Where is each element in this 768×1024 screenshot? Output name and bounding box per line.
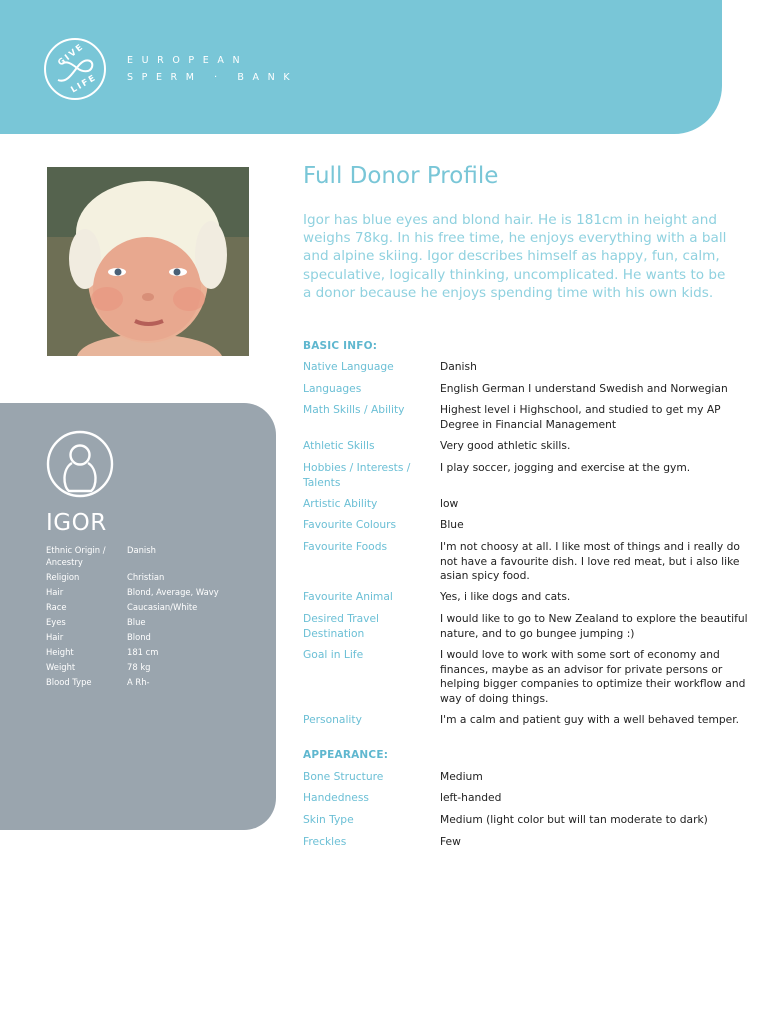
- fact-label: Religion: [46, 571, 80, 582]
- fact-row: [46, 617, 262, 629]
- fact-label: Hair: [46, 586, 64, 597]
- fact-row: [46, 545, 262, 568]
- info-row: [303, 382, 757, 397]
- info-row: [303, 439, 757, 454]
- page-title: Full Donor Profile: [303, 163, 499, 189]
- fact-value: A Rh-: [127, 677, 150, 688]
- info-label: Desired Travel Destination: [303, 612, 380, 640]
- info-label: Personality: [303, 713, 362, 726]
- logo-text-top: GIVE: [56, 41, 87, 69]
- brand-name-line1: EUROPEAN: [127, 55, 249, 66]
- info-row: [303, 360, 757, 375]
- fact-label: Race: [46, 601, 67, 612]
- give-life-logo: [44, 38, 106, 100]
- info-label: Favourite Foods: [303, 540, 388, 553]
- info-label: Native Language: [303, 360, 394, 373]
- info-label: Handedness: [303, 791, 369, 804]
- info-row: [303, 540, 757, 584]
- donor-name: IGOR: [46, 510, 107, 536]
- fact-value: Christian: [127, 571, 165, 582]
- basic-info-heading: BASIC INFO:: [303, 340, 378, 352]
- info-value: low: [440, 497, 459, 510]
- info-value: Blue: [440, 518, 464, 531]
- info-value: left-handed: [440, 791, 502, 804]
- info-value: I'm a calm and patient guy with a well behaved temper.: [440, 713, 740, 726]
- info-row: [303, 835, 757, 850]
- appearance-heading: APPEARANCE:: [303, 749, 389, 761]
- fact-value: Blond: [127, 631, 151, 642]
- fact-label: Weight: [46, 662, 76, 673]
- info-row: [303, 612, 757, 641]
- fact-row: [46, 647, 262, 659]
- fact-value: 181 cm: [127, 647, 159, 658]
- info-row: [303, 461, 757, 490]
- child-portrait-illustration: [47, 167, 249, 356]
- fact-label: Hair: [46, 631, 64, 642]
- fact-row: [46, 602, 262, 614]
- info-value: Yes, i like dogs and cats.: [440, 590, 571, 603]
- fact-row: [46, 587, 262, 599]
- fact-value: Caucasian/White: [127, 601, 198, 612]
- fact-value: Danish: [127, 545, 156, 555]
- info-value: Danish: [440, 360, 477, 373]
- donor-facts-table: [46, 545, 262, 692]
- info-label: Hobbies / Interests / Talents: [303, 461, 411, 489]
- fact-row: [46, 632, 262, 644]
- info-label: Favourite Colours: [303, 518, 397, 531]
- info-value: I would love to work with some sort of economy and finances, maybe as an advisor for private persons or helping bigger companies to optimize their workflow and way of doing things.: [440, 648, 746, 705]
- info-row: [303, 403, 757, 432]
- fact-row: [46, 677, 262, 689]
- logo-text-bottom: LIFE: [69, 72, 99, 96]
- info-value: I play soccer, jogging and exercise at the gym.: [440, 461, 691, 474]
- info-value: Medium: [440, 770, 483, 783]
- info-value: Few: [440, 835, 461, 848]
- fact-label: Eyes: [46, 616, 66, 627]
- info-label: Skin Type: [303, 813, 354, 826]
- info-value: I'm not choosy at all. I like most of things and i really do not have a favourite dish. I love red meat, but i also like asian spicy food.: [440, 540, 740, 583]
- info-label: Freckles: [303, 835, 347, 848]
- person-icon: [45, 429, 115, 499]
- info-row: [303, 648, 757, 706]
- info-row: [303, 791, 757, 806]
- info-label: Goal in Life: [303, 648, 364, 661]
- info-label: Artistic Ability: [303, 497, 378, 510]
- donor-photo: [47, 167, 249, 356]
- info-label: Athletic Skills: [303, 439, 375, 452]
- info-row: [303, 813, 757, 828]
- info-label: Math Skills / Ability: [303, 403, 405, 416]
- info-row: [303, 518, 757, 533]
- donor-summary-panel: [0, 403, 276, 830]
- info-row: [303, 590, 757, 605]
- fact-value: 78 kg: [127, 662, 151, 673]
- fact-row: [46, 662, 262, 674]
- info-value: Very good athletic skills.: [440, 439, 571, 452]
- info-value: I would like to go to New Zealand to explore the beautiful nature, and to go bungee jumping :): [440, 612, 748, 640]
- info-row: [303, 713, 757, 728]
- fact-label: Ethnic Origin / Ancestry: [46, 545, 106, 567]
- fact-label: Height: [46, 647, 74, 658]
- info-row: [303, 497, 757, 512]
- brand-name-line2: SPERM · BANK: [127, 72, 299, 83]
- info-value: English German I understand Swedish and Norwegian: [440, 382, 728, 395]
- fact-value: Blue: [127, 616, 146, 627]
- info-value: Medium (light color but will tan moderate to dark): [440, 813, 708, 826]
- fact-label: Blood Type: [46, 677, 92, 688]
- fact-row: [46, 572, 262, 584]
- header-banner: [0, 0, 722, 134]
- info-row: [303, 770, 757, 785]
- info-label: Favourite Animal: [303, 590, 393, 603]
- info-label: Languages: [303, 382, 362, 395]
- info-label: Bone Structure: [303, 770, 384, 783]
- info-value: Highest level i Highschool, and studied to get my AP Degree in Financial Management: [440, 403, 721, 431]
- fact-value: Blond, Average, Wavy: [127, 586, 219, 597]
- donor-intro: Igor has blue eyes and blond hair. He is 181cm in height and weighs 78kg. In his free time, he enjoys everything with a ball and alpine skiing. Igor describes himself as happy, fun, calm, speculative, logically thinking, uncomplicated. He wants to be a donor because he enjoys spending time with his own kids.: [303, 212, 727, 301]
